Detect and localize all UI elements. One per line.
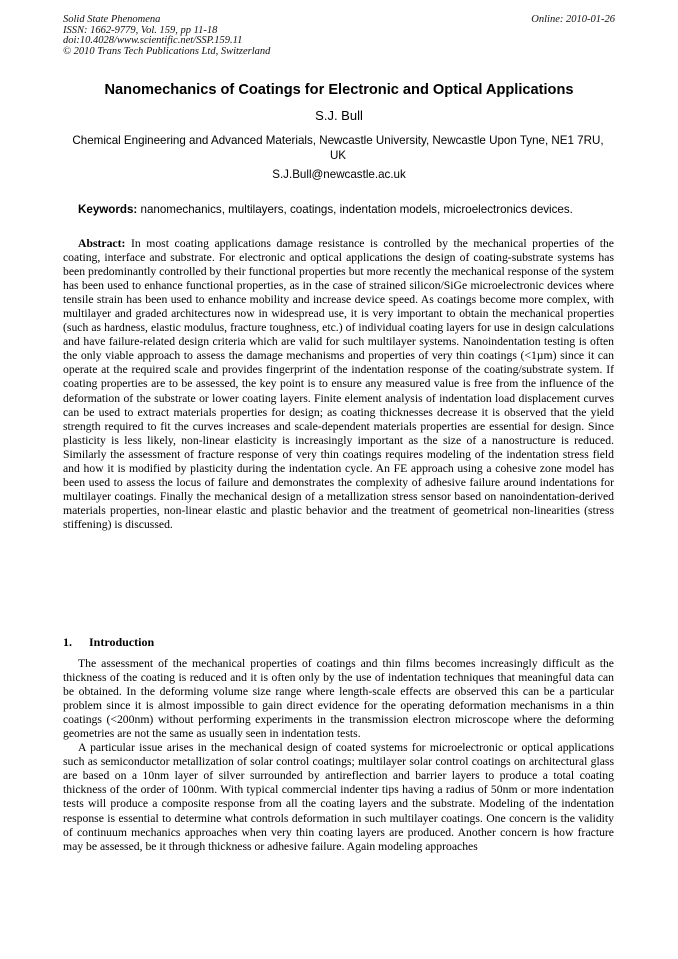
intro-paragraph: The assessment of the mechanical properties of coatings and thin films becomes increasingly difficult as the thickness of the coating is reduced and it is often only by the use of indentation techniques that meaningful data can be obtained. In the deforming volume size range where length-scale effects are observed this can be a particular problem since it is almost impossible to gain direct evidence for the operating deformation mechanisms in a thin coatings (<200nm) without performing experiments in the transmission electron microscope where the deforming geometries are not the same as usually seen in indentation tests.	[63, 657, 614, 741]
online-date: Online: 2010-01-26	[531, 14, 615, 25]
journal-header	[63, 15, 270, 57]
abstract	[63, 237, 614, 532]
abstract-text: In most coating applications damage resistance is controlled by the mechanical properties of the coating, interface and substrate. For electronic and optical applications the design of coating-substrate systems has been predominantly controlled by their functional properties but more recently the mechanical response of the system has been used to enhance functional properties, as in the case of strained silicon/SiGe microelectronic devices where tensile strain has been used to enhance mobility and increase device speed. As coatings become more complex, with multilayer and graded architectures now in widespread use, it is very important to obtain the mechanical properties (such as hardness, elastic modulus, fracture toughness, etc.) of individual coating layers for use in design calculations and have failure-related design criteria which are valid for such multilayer systems. Nanoindentation testing is often the only viable approach to assess the damage mechanisms and properties of very thin coatings (<1µm) since it can operate at the required scale and provides fingerprint of the indentation response of the coating/substrate system. If coating properties are to be assessed, the key point is to ensure any measured value is free from the influence of the deformation of the substrate or lower coating layers. Finite element analysis of indentation load displacement curves can be used to extract materials properties for design; as coating thicknesses decrease it is observed that the yield strength required to fit the curves increases and scale-dependent materials properties are essential for design. Since plasticity is less likely, non-linear elasticity is increasingly important as the size of a nanostructure is reduced. Similarly the assessment of fracture response of very thin coatings requires modeling of the indentation stress field and how it is modified by plasticity during the indentation cycle. An FE approach using a cohesive zone model has been used to assess the locus of failure and demonstrates the complexity of adhesive failure around indentations for multilayer coatings. Finally the mechanical design of a metallization stress sensor based on nanoindentation-derived materials properties, non-linear elastic and plastic behavior and the treatment of geometrical non-linearities (stress stiffening) is discussed.	[63, 237, 614, 531]
author-affiliation: Chemical Engineering and Advanced Materials, Newcastle University, Newcastle Upon Tyne, NE1 7RU, UK	[72, 134, 604, 162]
author-email: S.J.Bull@newcastle.ac.uk	[272, 168, 406, 181]
abstract-paragraph	[63, 237, 614, 532]
introduction-body	[63, 657, 614, 854]
journal-issn: ISSN: 1662-9779, Vol. 159, pp 11-18	[63, 24, 218, 36]
journal-doi: doi:10.4028/www.scientific.net/SSP.159.11	[63, 35, 243, 47]
journal-copyright: © 2010 Trans Tech Publications Ltd, Switzerland	[63, 45, 271, 57]
section-number: 1.	[63, 635, 72, 649]
keywords-label: Keywords:	[78, 203, 138, 216]
paper-title: Nanomechanics of Coatings for Electronic and Optical Applications	[104, 82, 574, 98]
keywords	[78, 203, 618, 216]
keywords-text: nanomechanics, multilayers, coatings, indentation models, microelectronics devices.	[137, 203, 573, 216]
paper-author: S.J. Bull	[315, 108, 363, 123]
abstract-label: Abstract:	[78, 237, 126, 250]
intro-paragraph: A particular issue arises in the mechanical design of coated systems for microelectronic or optical applications such as semiconductor metallization of solar control coatings; multilayer solar control coatings on architectural glass are based on a 10nm layer of silver surrounded by antireflection and barrier layers to produce a total coating thickness of the order of 100nm. With typical commercial indenter tips having a radius of 50nm or more indentation tests will produce a composite response from all the coating layers and the substrate. Modeling of the indentation response is essential to determine what controls deformation in such multilayer coatings. One concern is the validity of continuum mechanics approaches when very thin coating layers are produced. Another concern is how fracture may be assessed, be it through thickness or adhesive failure. Again modeling approaches	[63, 741, 614, 853]
journal-name: Solid State Phenomena	[63, 14, 161, 25]
section-heading-introduction	[63, 635, 154, 650]
section-title: Introduction	[89, 635, 155, 649]
